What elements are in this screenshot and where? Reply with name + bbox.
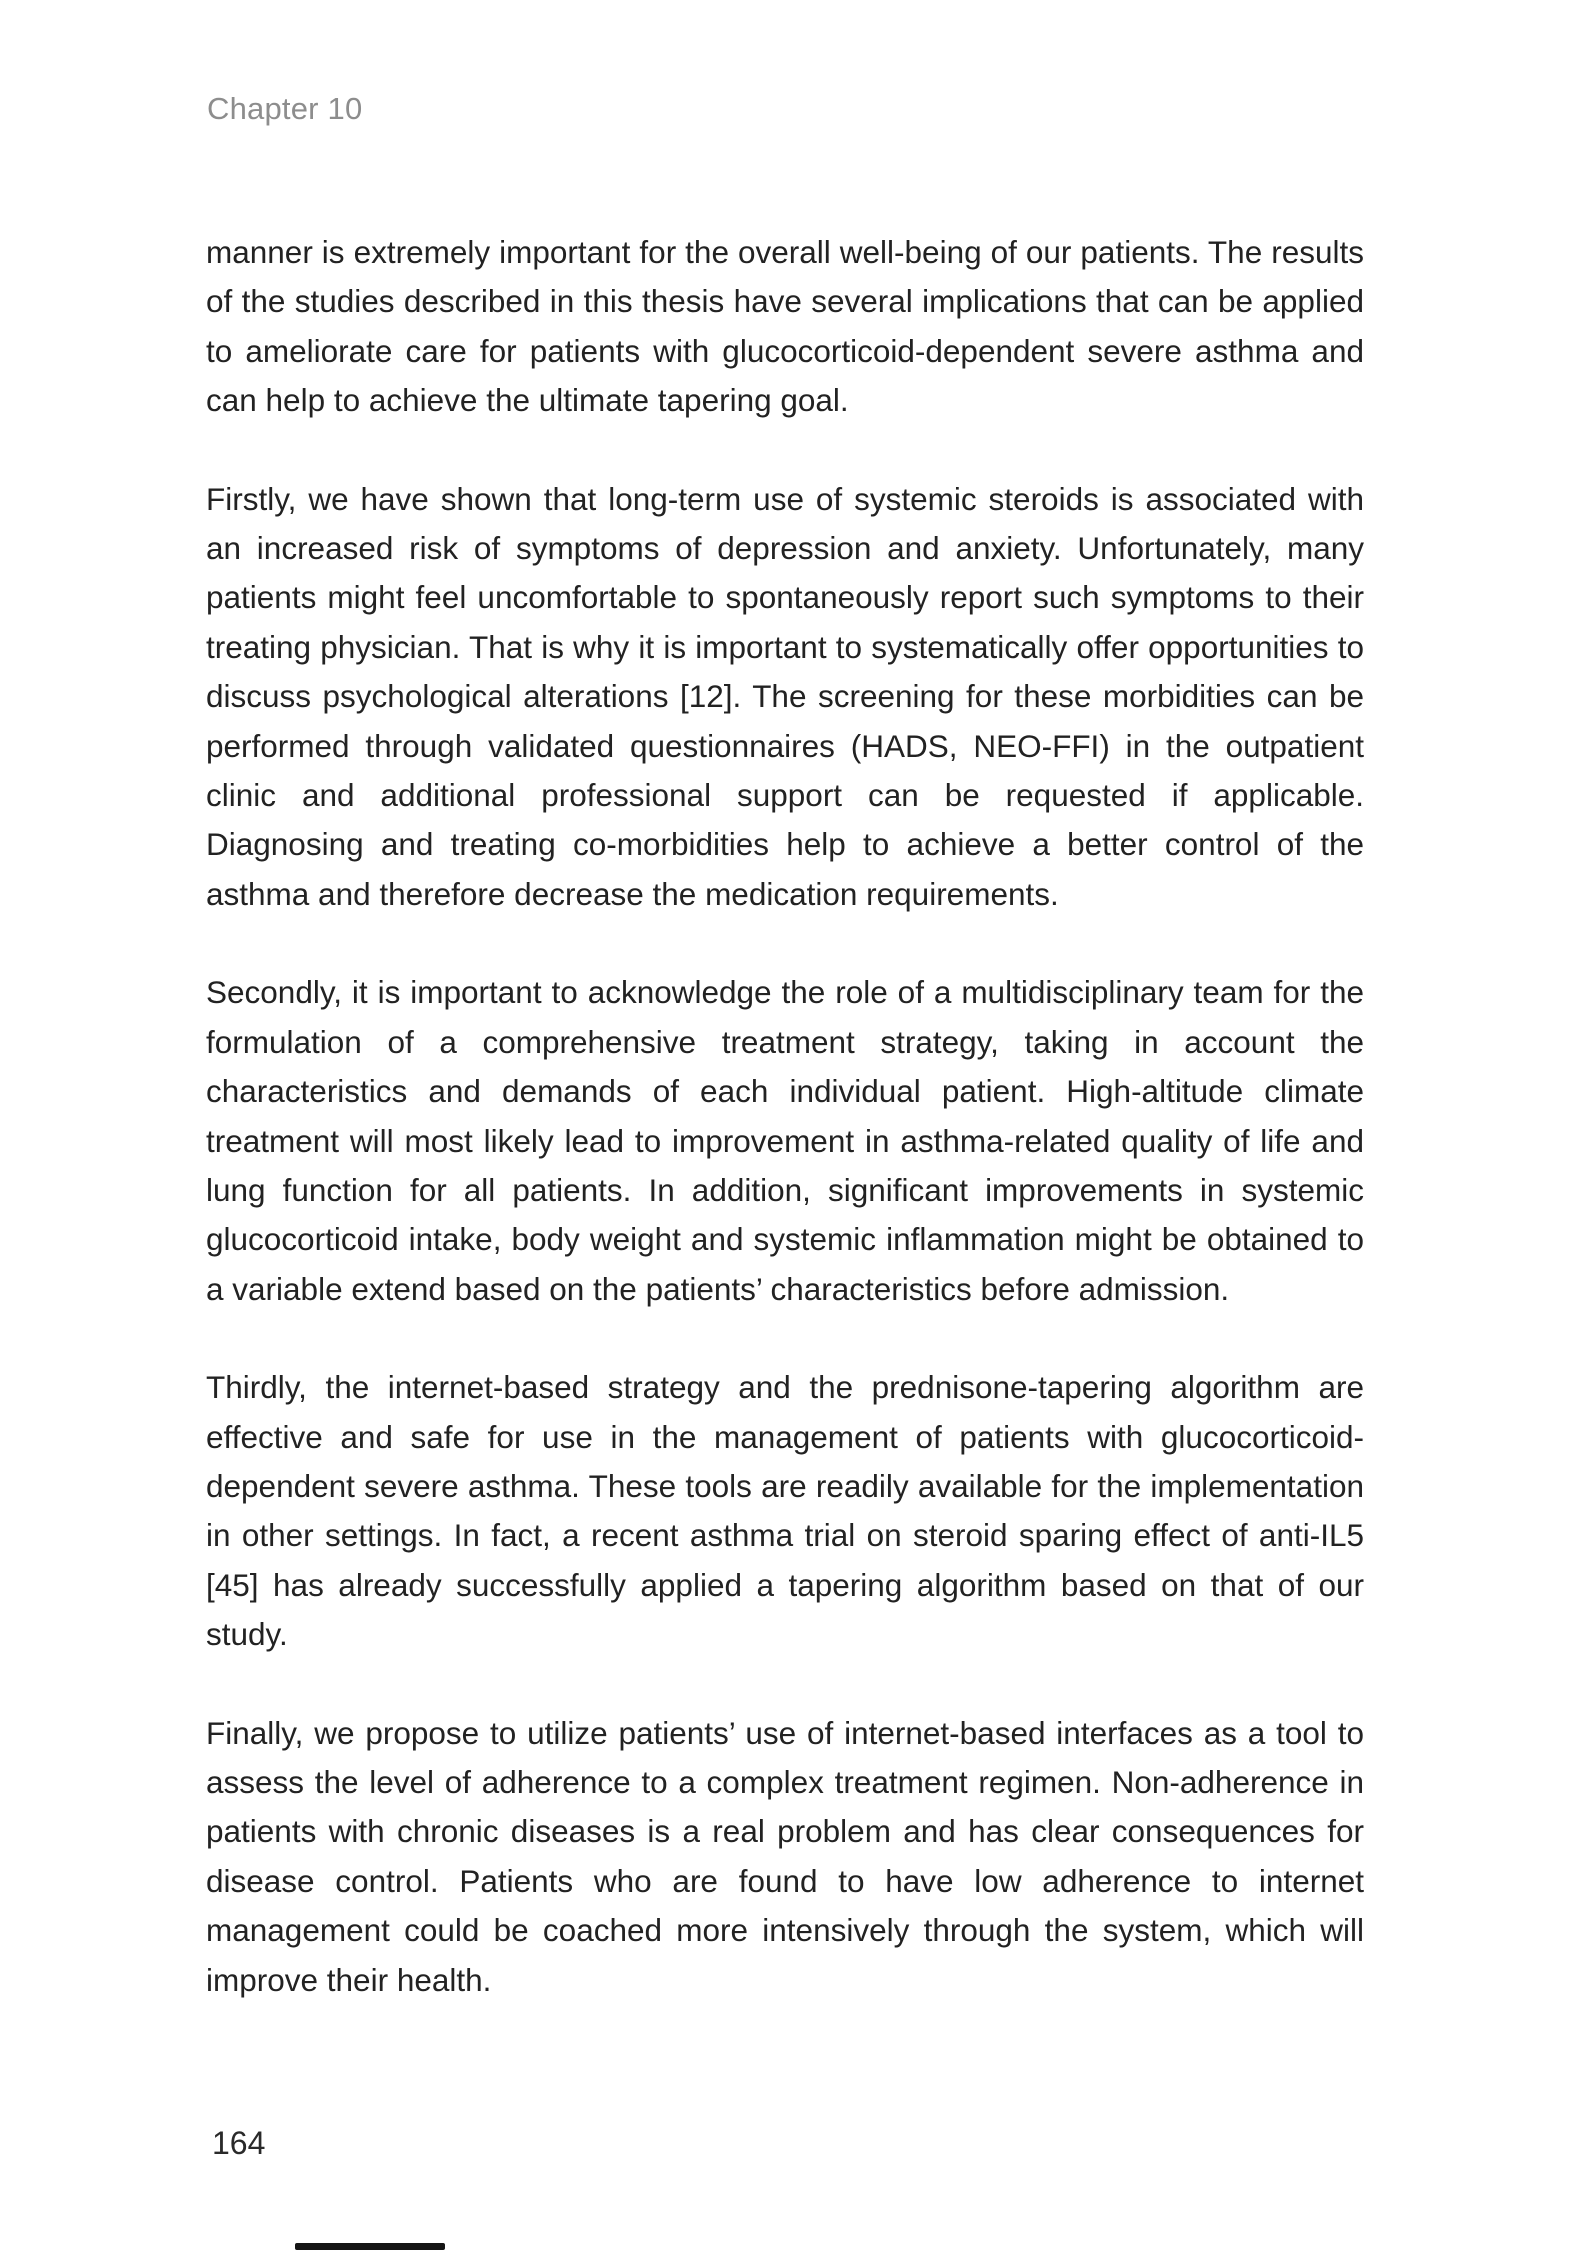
scan-artifact (295, 2243, 445, 2250)
paragraph-finally: Finally, we propose to utilize patients’ use of internet-based interfaces as a tool to assess the level of adherence to a complex treatment regimen. Non-adherence in patients with chronic diseases is a real problem and has clear consequences for disease control. Patients who are found to have low adherence to internet management could be coached more intensively through the system, which will improve their health. (206, 1714, 1364, 1998)
body-text (206, 228, 1364, 2005)
paragraph-firstly: Firstly, we have shown that long-term use of systemic steroids is associated with an increased risk of symptoms of depression and anxiety. Unfortunately, many patients might feel uncomfortable to spontaneously report such symptoms to their treating physician. That is why it is important to systematically offer opportunities to discuss psychological alterations [12]. The screening for these morbidities can be performed through validated questionnaires (HADS, NEO-FFI) in the outpatient clinic and additional professional support can be requested if applicable. Diagnosing and treating co-morbidities help to achieve a better control of the asthma and therefore decrease the medication requirements. (206, 480, 1364, 912)
paragraph-thirdly: Thirdly, the internet-based strategy and the prednisone-tapering algorithm are effective and safe for use in the management of patients with glucocorticoid-dependent severe asthma. These tools are readily available for the implementation in other settings. In fact, a recent asthma trial on steroid sparing effect of anti-IL5 [45] has already successfully applied a tapering algorithm based on that of our study. (206, 1369, 1364, 1653)
page-number: 164 (212, 2125, 266, 2161)
paragraph-implications: manner is extremely important for the overall well-being of our patients. The results of the studies described in this thesis have several implications that can be applied to ameliorate care for patients with glucocorticoid-dependent severe asthma and can help to achieve the ultimate tapering goal. (206, 234, 1364, 419)
running-header: Chapter 10 (207, 91, 363, 126)
paragraph-secondly: Secondly, it is important to acknowledge the role of a multidisciplinary team for the formulation of a comprehensive treatment strategy, taking in account the characteristics and demands of each individual patient. High-altitude climate treatment will most likely lead to improvement in asthma-related quality of life and lung function for all patients. In addition, significant improvements in systemic glucocorticoid intake, body weight and systemic inflammation might be obtained to a variable extend based on the patients’ characteristics before admission. (206, 974, 1364, 1307)
